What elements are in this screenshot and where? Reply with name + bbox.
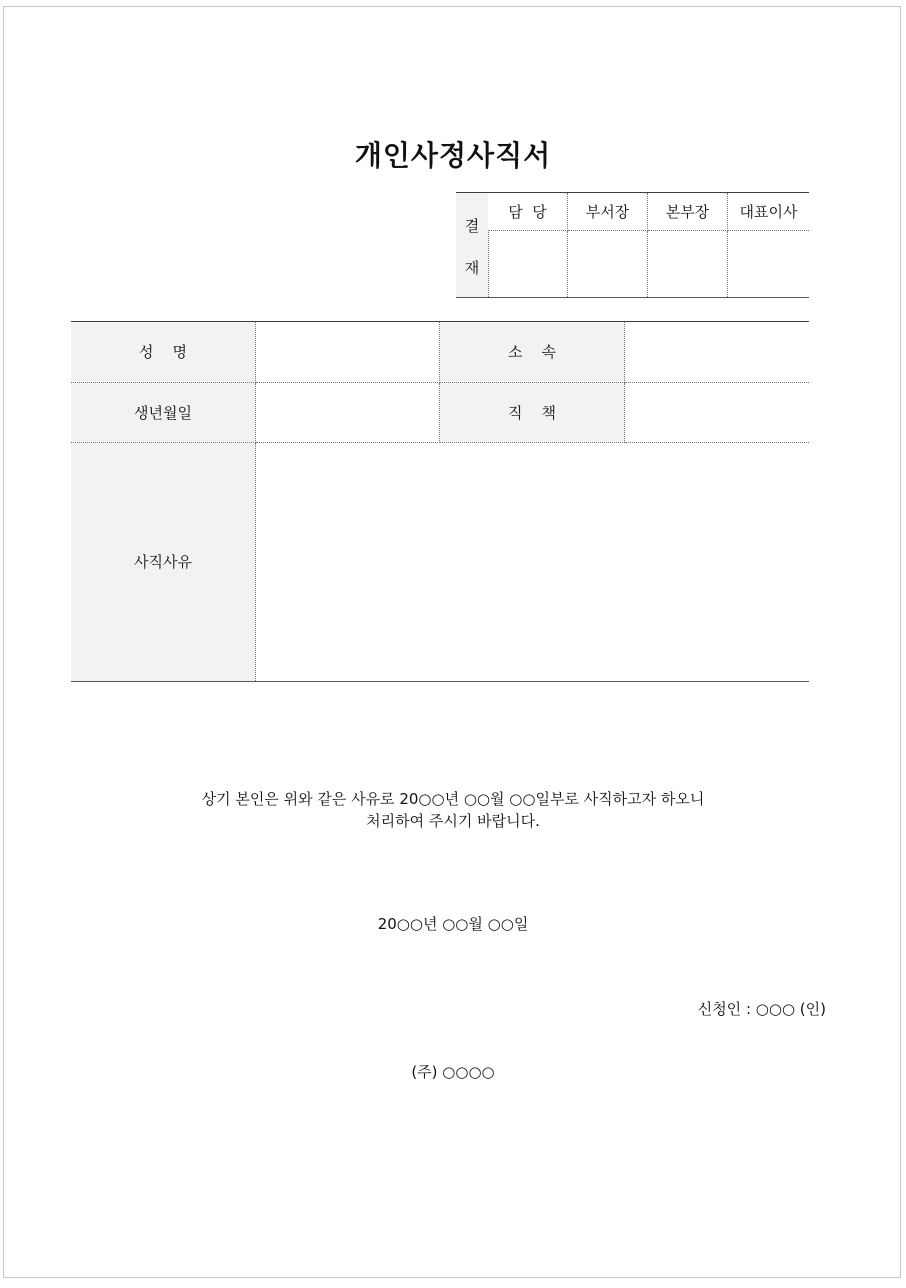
approval-sign-staff[interactable] xyxy=(488,231,568,297)
approval-side-bottom: 재 xyxy=(464,259,480,277)
document-title: 개인사정사직서 xyxy=(354,139,552,172)
applicant-line: 신청인 : ○○○ (인) xyxy=(697,1000,826,1018)
approval-header-dept-head: 부서장 xyxy=(568,193,648,231)
dept-field[interactable] xyxy=(625,322,809,383)
name-field[interactable] xyxy=(256,322,440,383)
company-name: (주) ○○○○ xyxy=(411,1063,495,1081)
birth-label: 생년월일 xyxy=(71,383,256,443)
dept-label: 소 속 xyxy=(440,322,625,383)
approval-sign-division-head[interactable] xyxy=(648,231,728,297)
position-label: 직 책 xyxy=(440,383,625,443)
approval-table xyxy=(456,192,809,298)
approval-side-top: 결 xyxy=(464,217,480,235)
approval-sign-dept-head[interactable] xyxy=(568,231,648,297)
position-field[interactable] xyxy=(625,383,809,443)
application-date: 20○○년 ○○월 ○○일 xyxy=(377,915,529,933)
name-label: 성 명 xyxy=(71,322,256,383)
approval-header-staff: 담 당 xyxy=(488,193,568,231)
approval-header-division-head: 본부장 xyxy=(648,193,728,231)
reason-field[interactable] xyxy=(256,443,809,681)
statement-line-1: 상기 본인은 위와 같은 사유로 20○○년 ○○월 ○○일부로 사직하고자 하오니 xyxy=(201,790,705,808)
info-table xyxy=(71,321,809,682)
statement-line-2: 처리하여 주시기 바랍니다. xyxy=(366,812,540,830)
approval-sign-ceo[interactable] xyxy=(728,231,809,297)
approval-side-label xyxy=(456,193,489,297)
approval-header-ceo: 대표이사 xyxy=(728,193,809,231)
reason-label: 사직사유 xyxy=(71,443,256,681)
birth-field[interactable] xyxy=(256,383,440,443)
